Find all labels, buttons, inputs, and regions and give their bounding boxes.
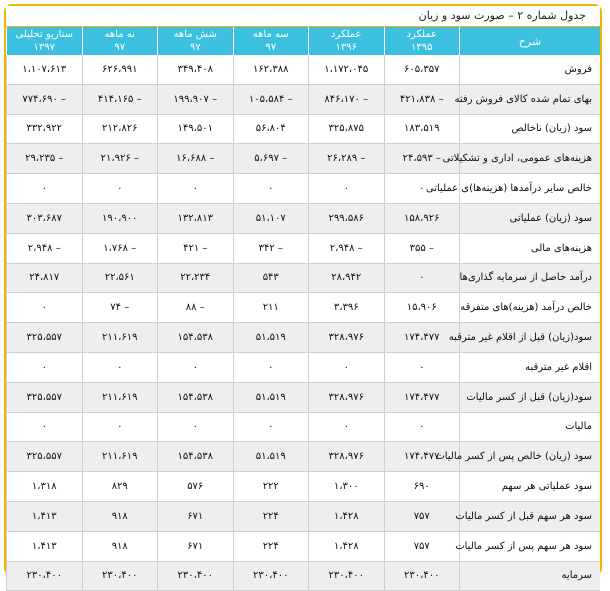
cell-value: ۰ bbox=[7, 293, 83, 323]
cell-value: – ۸۸ bbox=[158, 293, 234, 323]
cell-value: ۲۲،۵۶۱ bbox=[82, 263, 158, 293]
cell-value: ۲۸،۹۴۲ bbox=[309, 263, 385, 293]
cell-value: – ۱،۷۶۸ bbox=[82, 233, 158, 263]
cell-value: ۰ bbox=[7, 352, 83, 382]
row-label: سود هر سهم پس از کسر مالیات bbox=[460, 531, 601, 561]
cell-value: ۵۶،۸۰۴ bbox=[233, 114, 309, 144]
cell-value: ۲۴،۸۱۷ bbox=[7, 263, 83, 293]
cell-value: ۰ bbox=[82, 352, 158, 382]
cell-value: ۳۲۵،۸۷۵ bbox=[309, 114, 385, 144]
header-actual-1395: عملکرد ۱۳۹۵ bbox=[384, 27, 460, 55]
cell-value: ۱۹۰،۹۰۰ bbox=[82, 203, 158, 233]
cell-value: ۷۵۷ bbox=[384, 531, 460, 561]
cell-value: ۵۷۶ bbox=[158, 472, 234, 502]
cell-value: ۲۳۰،۴۰۰ bbox=[82, 561, 158, 591]
cell-value: ۶۷۱ bbox=[158, 531, 234, 561]
row-label: هزینه‌های عمومی، اداری و تشکیلاتی bbox=[460, 144, 601, 174]
cell-value: ۵۱،۵۱۹ bbox=[233, 442, 309, 472]
cell-value: ۶۹۰ bbox=[384, 472, 460, 502]
cell-value: – ۱۰۵،۵۸۴ bbox=[233, 84, 309, 114]
cell-value: ۲۱۱ bbox=[233, 293, 309, 323]
row-label: سود (زیان) عملیاتی bbox=[460, 203, 601, 233]
table-body bbox=[7, 55, 601, 591]
header-actual-1396: عملکرد ۱۳۹۶ bbox=[309, 27, 385, 55]
cell-value: ۲۳۰،۴۰۰ bbox=[309, 561, 385, 591]
cell-value: ۰ bbox=[7, 174, 83, 204]
cell-value: ۲۹۹،۵۸۶ bbox=[309, 203, 385, 233]
table-row bbox=[7, 174, 601, 204]
table-row bbox=[7, 114, 601, 144]
cell-value: ۰ bbox=[158, 412, 234, 442]
cell-value: ۶۰۵،۳۵۷ bbox=[384, 55, 460, 84]
cell-value: ۰ bbox=[384, 174, 460, 204]
cell-value: ۵۴۳ bbox=[233, 263, 309, 293]
cell-value: – ۲،۹۴۸ bbox=[7, 233, 83, 263]
row-label: هزینه‌های مالی bbox=[460, 233, 601, 263]
cell-value: – ۵،۶۹۷ bbox=[233, 144, 309, 174]
table-row bbox=[7, 412, 601, 442]
cell-value: – ۲۱،۹۲۶ bbox=[82, 144, 158, 174]
table-row bbox=[7, 382, 601, 412]
cell-value: ۰ bbox=[384, 412, 460, 442]
table-row bbox=[7, 293, 601, 323]
cell-value: ۲۲۲ bbox=[233, 472, 309, 502]
cell-value: ۳۲۵،۵۵۷ bbox=[7, 323, 83, 353]
header-scenario-1397: سناریو تحلیلی ۱۳۹۷ bbox=[7, 27, 83, 55]
cell-value: – ۲،۹۴۸ bbox=[309, 233, 385, 263]
cell-value: ۲۱۱،۶۱۹ bbox=[82, 382, 158, 412]
table-row bbox=[7, 352, 601, 382]
cell-value: – ۳۴۲ bbox=[233, 233, 309, 263]
table-row bbox=[7, 442, 601, 472]
cell-value: ۱،۱۰۷،۶۱۳ bbox=[7, 55, 83, 84]
cell-value: ۳۲۸،۹۷۶ bbox=[309, 323, 385, 353]
header-9-month-97: نه ماهه ۹۷ bbox=[82, 27, 158, 55]
cell-value: ۳۲۵،۵۵۷ bbox=[7, 382, 83, 412]
row-label: مالیات bbox=[460, 412, 601, 442]
row-label: سود هر سهم قبل از کسر مالیات bbox=[460, 501, 601, 531]
row-label: درآمد حاصل از سرمایه گذاری‌ها bbox=[460, 263, 601, 293]
row-label: بهای تمام شده کالای فروش رفته bbox=[460, 84, 601, 114]
row-label: سود(زیان) قبل از اقلام غیر مترقبه bbox=[460, 323, 601, 353]
cell-value: ۹۱۸ bbox=[82, 501, 158, 531]
cell-value: ۱۶۲،۳۸۸ bbox=[233, 55, 309, 84]
cell-value: ۳۴۹،۴۰۸ bbox=[158, 55, 234, 84]
cell-value: ۰ bbox=[82, 412, 158, 442]
cell-value: ۲۲،۲۳۴ bbox=[158, 263, 234, 293]
row-label: سرمایه bbox=[460, 561, 601, 591]
cell-value: – ۳۵۵ bbox=[384, 233, 460, 263]
cell-value: ۰ bbox=[309, 352, 385, 382]
cell-value: ۱،۳۰۰ bbox=[309, 472, 385, 502]
cell-value: ۰ bbox=[7, 412, 83, 442]
cell-value: ۱،۴۱۳ bbox=[7, 531, 83, 561]
cell-value: ۳۰۳،۶۸۷ bbox=[7, 203, 83, 233]
cell-value: ۳۲۸،۹۷۶ bbox=[309, 382, 385, 412]
cell-value: ۸۲۹ bbox=[82, 472, 158, 502]
cell-value: ۳۳۲،۹۲۲ bbox=[7, 114, 83, 144]
row-label: خالص سایر درآمدها (هزینه‌ها)ی عملیاتی bbox=[460, 174, 601, 204]
cell-value: ۱،۱۷۲،۰۴۵ bbox=[309, 55, 385, 84]
table-row bbox=[7, 144, 601, 174]
cell-value: ۱۳۲،۸۱۳ bbox=[158, 203, 234, 233]
cell-value: ۰ bbox=[82, 174, 158, 204]
row-label: سود (زیان) ناخالص bbox=[460, 114, 601, 144]
cell-value: ۰ bbox=[158, 174, 234, 204]
cell-value: – ۴۲۱ bbox=[158, 233, 234, 263]
row-label: فروش bbox=[460, 55, 601, 84]
cell-value: ۵۱،۵۱۹ bbox=[233, 382, 309, 412]
header-6-month-97: شش ماهه ۹۷ bbox=[158, 27, 234, 55]
row-label: سود عملیاتی هر سهم bbox=[460, 472, 601, 502]
cell-value: – ۲۴،۵۹۳ bbox=[384, 144, 460, 174]
cell-value: ۰ bbox=[158, 352, 234, 382]
table-row bbox=[7, 203, 601, 233]
cell-value: ۳،۳۹۶ bbox=[309, 293, 385, 323]
cell-value: – ۱۶،۶۸۸ bbox=[158, 144, 234, 174]
cell-value: ۳۲۸،۹۷۶ bbox=[309, 442, 385, 472]
cell-value: – ۲۹،۲۳۵ bbox=[7, 144, 83, 174]
income-statement-table-frame bbox=[4, 4, 602, 582]
cell-value: ۲۱۲،۸۲۶ bbox=[82, 114, 158, 144]
cell-value: ۶۲۶،۹۹۱ bbox=[82, 55, 158, 84]
table-row bbox=[7, 501, 601, 531]
cell-value: – ۲۶،۲۸۹ bbox=[309, 144, 385, 174]
income-statement-table bbox=[6, 27, 600, 591]
cell-value: ۰ bbox=[309, 412, 385, 442]
table-row bbox=[7, 472, 601, 502]
cell-value: ۱۵۸،۹۲۶ bbox=[384, 203, 460, 233]
row-label: خالص درآمد (هزینه)‌های متفرقه bbox=[460, 293, 601, 323]
cell-value: – ۷۷۴،۶۹۰ bbox=[7, 84, 83, 114]
cell-value: ۱۸۳،۵۱۹ bbox=[384, 114, 460, 144]
cell-value: – ۱۹۹،۹۰۷ bbox=[158, 84, 234, 114]
cell-value: ۲۱۱،۶۱۹ bbox=[82, 323, 158, 353]
cell-value: ۱۵۴،۵۳۸ bbox=[158, 323, 234, 353]
header-3-month-97: سه ماهه ۹۷ bbox=[233, 27, 309, 55]
table-row bbox=[7, 531, 601, 561]
cell-value: ۰ bbox=[309, 174, 385, 204]
table-row bbox=[7, 561, 601, 591]
cell-value: – ۷۴ bbox=[82, 293, 158, 323]
table-title: جدول شماره ۲ – صورت سود و زیان bbox=[6, 6, 600, 27]
cell-value: ۲۳۰،۴۰۰ bbox=[158, 561, 234, 591]
cell-value: ۲۳۰،۴۰۰ bbox=[7, 561, 83, 591]
cell-value: ۲۳۰،۴۰۰ bbox=[233, 561, 309, 591]
header-row bbox=[7, 27, 601, 55]
cell-value: ۱،۴۱۳ bbox=[7, 501, 83, 531]
cell-value: – ۸۴۶،۱۷۰ bbox=[309, 84, 385, 114]
cell-value: ۱۷۴،۴۷۷ bbox=[384, 382, 460, 412]
cell-value: ۱۷۴،۴۷۷ bbox=[384, 442, 460, 472]
cell-value: ۲۳۰،۴۰۰ bbox=[384, 561, 460, 591]
cell-value: ۲۲۴ bbox=[233, 501, 309, 531]
row-label: سود(زیان) قبل از کسر مالیات bbox=[460, 382, 601, 412]
cell-value: ۲۲۴ bbox=[233, 531, 309, 561]
cell-value: ۲۱۱،۶۱۹ bbox=[82, 442, 158, 472]
header-description: شرح bbox=[460, 27, 601, 55]
cell-value: – ۴۲۱،۸۳۸ bbox=[384, 84, 460, 114]
cell-value: ۶۷۱ bbox=[158, 501, 234, 531]
cell-value: ۷۵۷ bbox=[384, 501, 460, 531]
cell-value: ۱۵۴،۵۳۸ bbox=[158, 442, 234, 472]
cell-value: ۱۵۴،۵۳۸ bbox=[158, 382, 234, 412]
cell-value: – ۴۱۴،۱۶۵ bbox=[82, 84, 158, 114]
table-row bbox=[7, 323, 601, 353]
cell-value: ۱،۴۲۸ bbox=[309, 531, 385, 561]
table-row bbox=[7, 55, 601, 84]
cell-value: ۱،۴۲۸ bbox=[309, 501, 385, 531]
cell-value: ۰ bbox=[233, 412, 309, 442]
cell-value: ۵۱،۵۱۹ bbox=[233, 323, 309, 353]
cell-value: ۱۵،۹۰۶ bbox=[384, 293, 460, 323]
row-label: اقلام غیر مترقبه bbox=[460, 352, 601, 382]
cell-value: ۹۱۸ bbox=[82, 531, 158, 561]
cell-value: ۱۷۴،۴۷۷ bbox=[384, 323, 460, 353]
row-label: سود (زیان) خالص پس از کسر مالیات bbox=[460, 442, 601, 472]
cell-value: ۳۲۵،۵۵۷ bbox=[7, 442, 83, 472]
table-row bbox=[7, 263, 601, 293]
cell-value: ۰ bbox=[384, 352, 460, 382]
cell-value: ۰ bbox=[384, 263, 460, 293]
cell-value: ۱،۳۱۸ bbox=[7, 472, 83, 502]
cell-value: ۱۴۹،۵۰۱ bbox=[158, 114, 234, 144]
table-row bbox=[7, 84, 601, 114]
cell-value: ۵۱،۱۰۷ bbox=[233, 203, 309, 233]
table-row bbox=[7, 233, 601, 263]
cell-value: ۰ bbox=[233, 174, 309, 204]
cell-value: ۰ bbox=[233, 352, 309, 382]
